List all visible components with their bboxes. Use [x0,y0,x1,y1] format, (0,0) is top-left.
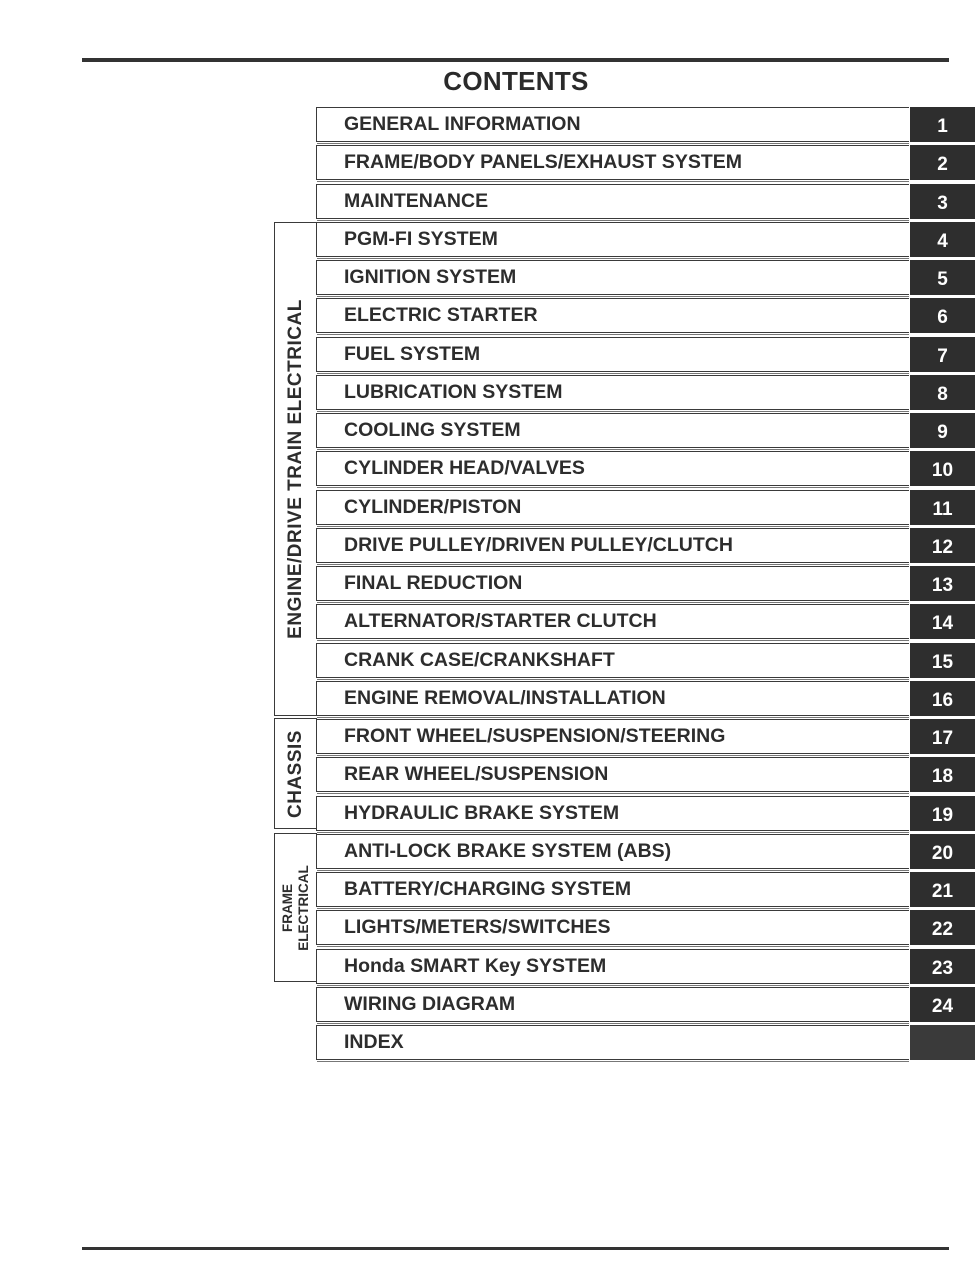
toc-row[interactable] [316,910,975,945]
toc-row[interactable] [316,528,975,563]
section-number-tab[interactable]: 16 [910,681,975,716]
toc-entry-label: ANTI-LOCK BRAKE SYSTEM (ABS) [344,840,672,862]
toc-row[interactable] [316,451,975,486]
toc-entry-label: HYDRAULIC BRAKE SYSTEM [344,802,620,824]
top-rule [82,58,949,62]
toc-entry-label: COOLING SYSTEM [344,419,521,441]
toc-entry-box[interactable] [316,413,909,448]
toc-entry-box[interactable] [316,145,909,180]
toc-entry-label: WIRING DIAGRAM [344,993,516,1015]
toc-entry-label: BATTERY/CHARGING SYSTEM [344,878,632,900]
toc-entry-label: FUEL SYSTEM [344,343,481,365]
toc-row[interactable] [316,375,975,410]
section-number-tab[interactable]: 5 [910,260,975,295]
toc-entry-label: CYLINDER HEAD/VALVES [344,457,585,479]
toc-entry-label: INDEX [344,1031,404,1053]
section-number-tab[interactable]: 12 [910,528,975,563]
toc-entry-label: Honda SMART Key SYSTEM [344,955,607,977]
section-number-tab[interactable]: 4 [910,222,975,257]
section-number-tab[interactable]: 24 [910,987,975,1022]
toc-row[interactable] [316,490,975,525]
toc-entry-box[interactable] [316,643,909,678]
toc-entry-box[interactable] [316,566,909,601]
toc-entry-label: DRIVE PULLEY/DRIVEN PULLEY/CLUTCH [344,534,733,556]
toc-row[interactable] [316,796,975,831]
toc-entry-box[interactable] [316,987,909,1022]
toc-row[interactable] [316,872,975,907]
group-engine-drive-train-electrical [274,222,317,716]
toc-entry-box[interactable] [316,949,909,984]
toc-entry-label: PGM-FI SYSTEM [344,228,498,250]
toc-entry-label: IGNITION SYSTEM [344,266,517,288]
toc-row[interactable] [316,1025,975,1060]
toc-entry-box[interactable] [316,451,909,486]
toc-entry-label: ELECTRIC STARTER [344,304,538,326]
section-number-tab[interactable]: 22 [910,910,975,945]
toc-row[interactable] [316,757,975,792]
toc-row[interactable] [316,681,975,716]
toc-entry-box[interactable] [316,757,909,792]
toc-entry-box[interactable] [316,298,909,333]
section-number-tab[interactable]: 18 [910,757,975,792]
toc-row[interactable] [316,184,975,219]
toc-entry-box[interactable] [316,222,909,257]
section-number-tab[interactable]: 7 [910,337,975,372]
toc-entry-box[interactable] [316,719,909,754]
toc-entry-box[interactable] [316,910,909,945]
toc-entry-label: FRAME/BODY PANELS/EXHAUST SYSTEM [344,151,742,173]
toc-entry-box[interactable] [316,528,909,563]
section-number-tab[interactable]: 21 [910,872,975,907]
page-title: CONTENTS [443,66,589,96]
toc-entry-box[interactable] [316,337,909,372]
toc-entry-label: FRONT WHEEL/SUSPENSION/STEERING [344,725,726,747]
toc-row[interactable] [316,834,975,869]
toc-entry-label: FINAL REDUCTION [344,572,523,594]
toc-entry-label: REAR WHEEL/SUSPENSION [344,763,609,785]
toc-entry-box[interactable] [316,490,909,525]
section-number-tab[interactable]: 11 [910,490,975,525]
toc-row[interactable] [316,298,975,333]
section-number-tab[interactable]: 23 [910,949,975,984]
toc-row[interactable] [316,604,975,639]
toc-row[interactable] [316,337,975,372]
toc-entry-label: MAINTENANCE [344,190,489,212]
toc-entry-box[interactable] [316,1025,909,1060]
section-number-tab[interactable]: 20 [910,834,975,869]
toc-entry-box[interactable] [316,260,909,295]
toc-row[interactable] [316,107,975,142]
section-number-tab[interactable]: 3 [910,184,975,219]
toc-entry-box[interactable] [316,681,909,716]
toc-entry-label: GENERAL INFORMATION [344,113,581,135]
toc-entry-box[interactable] [316,604,909,639]
toc-entry-box[interactable] [316,872,909,907]
group-label-chassis: CHASSIS [285,729,306,818]
section-number-tab[interactable]: 8 [910,375,975,410]
section-number-tab[interactable]: 1 [910,107,975,142]
toc-row[interactable] [316,413,975,448]
toc-entry-box[interactable] [316,184,909,219]
section-number-tab[interactable]: 14 [910,604,975,639]
toc-entry-label: CRANK CASE/CRANKSHAFT [344,649,615,671]
group-chassis [274,718,317,829]
group-frame-electrical [274,833,317,982]
toc-row[interactable] [316,719,975,754]
group-label-frame: FRAME [280,883,295,932]
section-number-tab[interactable]: 13 [910,566,975,601]
toc-entry-label: ALTERNATOR/STARTER CLUTCH [344,610,657,632]
toc-row[interactable] [316,643,975,678]
toc-row[interactable] [316,987,975,1022]
toc-entry-label: ENGINE REMOVAL/INSTALLATION [344,687,666,709]
section-number-tab[interactable]: 9 [910,413,975,448]
group-label-electrical: ELECTRICAL [296,864,311,951]
toc-entry-box[interactable] [316,107,909,142]
section-number-tab[interactable]: 15 [910,643,975,678]
group-label-engine: ENGINE/DRIVE TRAIN ELECTRICAL [285,299,306,639]
toc-entry-label: LIGHTS/METERS/SWITCHES [344,916,611,938]
toc-row[interactable] [316,949,975,984]
section-number-tab[interactable]: 19 [910,796,975,831]
section-number-tab[interactable]: 17 [910,719,975,754]
toc-entry-label: CYLINDER/PISTON [344,496,522,518]
toc-entry-box[interactable] [316,834,909,869]
toc-row[interactable] [316,145,975,180]
bottom-rule [82,1247,949,1250]
toc-entry-box[interactable] [316,796,909,831]
toc-row[interactable] [316,566,975,601]
section-number-tab[interactable] [910,1025,975,1060]
section-number-tab[interactable]: 2 [910,145,975,180]
group-label-frame-electrical [280,865,312,951]
toc-entry-label: LUBRICATION SYSTEM [344,381,563,403]
toc-row[interactable] [316,222,975,257]
toc-row[interactable] [316,260,975,295]
toc-entry-box[interactable] [316,375,909,410]
section-number-tab[interactable]: 6 [910,298,975,333]
section-number-tab[interactable]: 10 [910,451,975,486]
